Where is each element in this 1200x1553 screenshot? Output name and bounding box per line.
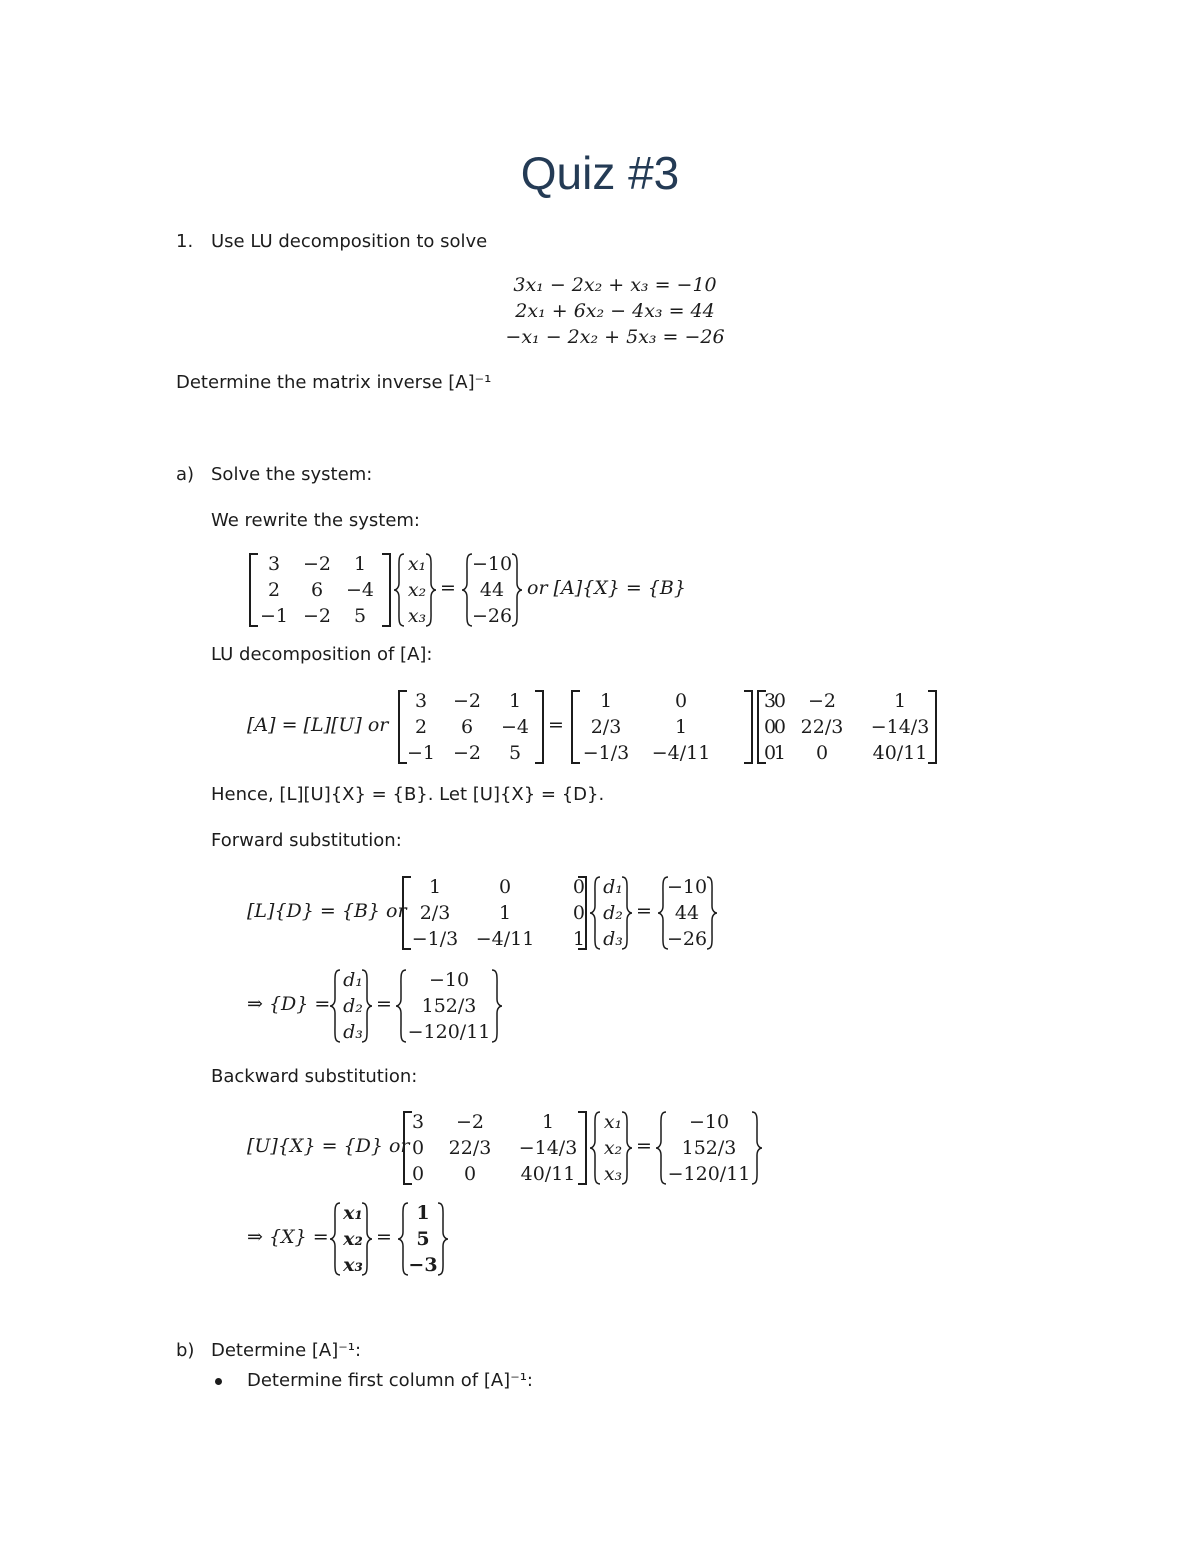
- right-brace-icon: [752, 1111, 764, 1185]
- rewrite-text: We rewrite the system:: [211, 510, 420, 531]
- matrix-u-backward: 3 −2 1 0 22/3 −14/3 0 0 40/11: [412, 1111, 578, 1185]
- d-lhs: ⇒ {D} =: [247, 993, 331, 1015]
- matrix-l: 1 0 0 2/3 1 0 −1/3 −4/11 1: [582, 690, 786, 764]
- matrix-a: 3 −2 1 2 6 −4 −1 −2 5: [259, 553, 374, 627]
- vector-d-vars: d₁ d₂ d₃: [603, 876, 623, 950]
- vector-b-forward: −10 44 −26: [667, 876, 708, 950]
- right-bracket-icon: [576, 1111, 588, 1185]
- matrix-l-forward: 1 0 0 2/3 1 0 −1/3 −4/11 1: [411, 876, 585, 950]
- part-a-heading: Solve the system:: [211, 464, 373, 485]
- equals-sign: =: [636, 1135, 652, 1157]
- backward-lhs: [U]{X} = {D} or: [247, 1135, 410, 1157]
- lu-lhs: [A] = [L][U] or: [247, 714, 389, 736]
- backward-heading: Backward substitution:: [211, 1066, 418, 1087]
- matrix-form-text: or [A]{X} = {B}: [527, 577, 686, 599]
- equals-sign: =: [440, 577, 456, 599]
- right-brace-icon: [622, 1111, 634, 1185]
- vector-x: x₁ x₂ x₃: [603, 1111, 623, 1185]
- right-brace-icon: [362, 1202, 374, 1276]
- vector-d-backward: −10 152/3 −120/11: [667, 1111, 751, 1185]
- right-bracket-icon: [380, 553, 392, 627]
- question-number: 1.: [176, 231, 194, 252]
- part-b-heading: Determine [A]⁻¹:: [211, 1340, 362, 1361]
- part-a-label: a): [176, 464, 195, 485]
- right-brace-icon: [362, 969, 374, 1043]
- right-bracket-icon: [533, 690, 545, 764]
- vector-x: x₁ x₂ x₃: [407, 553, 427, 627]
- forward-heading: Forward substitution:: [211, 830, 402, 851]
- vector-b: −10 44 −26: [472, 553, 513, 627]
- matrix-a-lu: 3 −2 1 2 6 −4 −1 −2 5: [406, 690, 529, 764]
- matrix-u: 3 −2 1 0 22/3 −14/3 0 0 40/11: [764, 690, 930, 764]
- x-lhs: ⇒ {X} =: [247, 1226, 329, 1248]
- right-brace-icon: [622, 876, 634, 950]
- right-bracket-icon: [926, 690, 938, 764]
- page-title: Quiz #3: [520, 147, 680, 199]
- lu-heading: LU decomposition of [A]:: [211, 644, 433, 665]
- equals-sign: =: [376, 993, 392, 1015]
- equals-sign: =: [636, 900, 652, 922]
- inverse-prompt: Determine the matrix inverse [A]⁻¹: [176, 372, 492, 393]
- right-brace-icon: [707, 876, 719, 950]
- right-bracket-icon: [742, 690, 754, 764]
- bullet-icon: [215, 1378, 222, 1385]
- equals-sign: =: [548, 714, 564, 736]
- part-b-label: b): [176, 1340, 195, 1361]
- equals-sign: =: [376, 1226, 392, 1248]
- question-prompt: Use LU decomposition to solve: [211, 231, 488, 252]
- equation-3: −x₁ − 2x₂ + 5x₃ = −26: [505, 326, 725, 348]
- vector-x-solution: 1 5 −3: [408, 1202, 438, 1276]
- vector-d-vars: d₁ d₂ d₃: [343, 969, 363, 1043]
- right-brace-icon: [512, 553, 524, 627]
- right-bracket-icon: [576, 876, 588, 950]
- equation-1: 3x₁ − 2x₂ + x₃ = −10: [513, 274, 717, 296]
- equation-2: 2x₁ + 6x₂ − 4x₃ = 44: [515, 300, 715, 322]
- vector-x-bold: x₁ x₂ x₃: [343, 1202, 363, 1276]
- forward-lhs: [L]{D} = {B} or: [247, 900, 407, 922]
- vector-d: −10 152/3 −120/11: [407, 969, 491, 1043]
- hence-text: Hence, [L][U]{X} = {B}. Let [U]{X} = {D}.: [211, 784, 605, 805]
- right-brace-icon: [492, 969, 504, 1043]
- bullet-text: Determine first column of [A]⁻¹:: [247, 1370, 533, 1391]
- right-brace-icon: [438, 1202, 450, 1276]
- right-brace-icon: [426, 553, 438, 627]
